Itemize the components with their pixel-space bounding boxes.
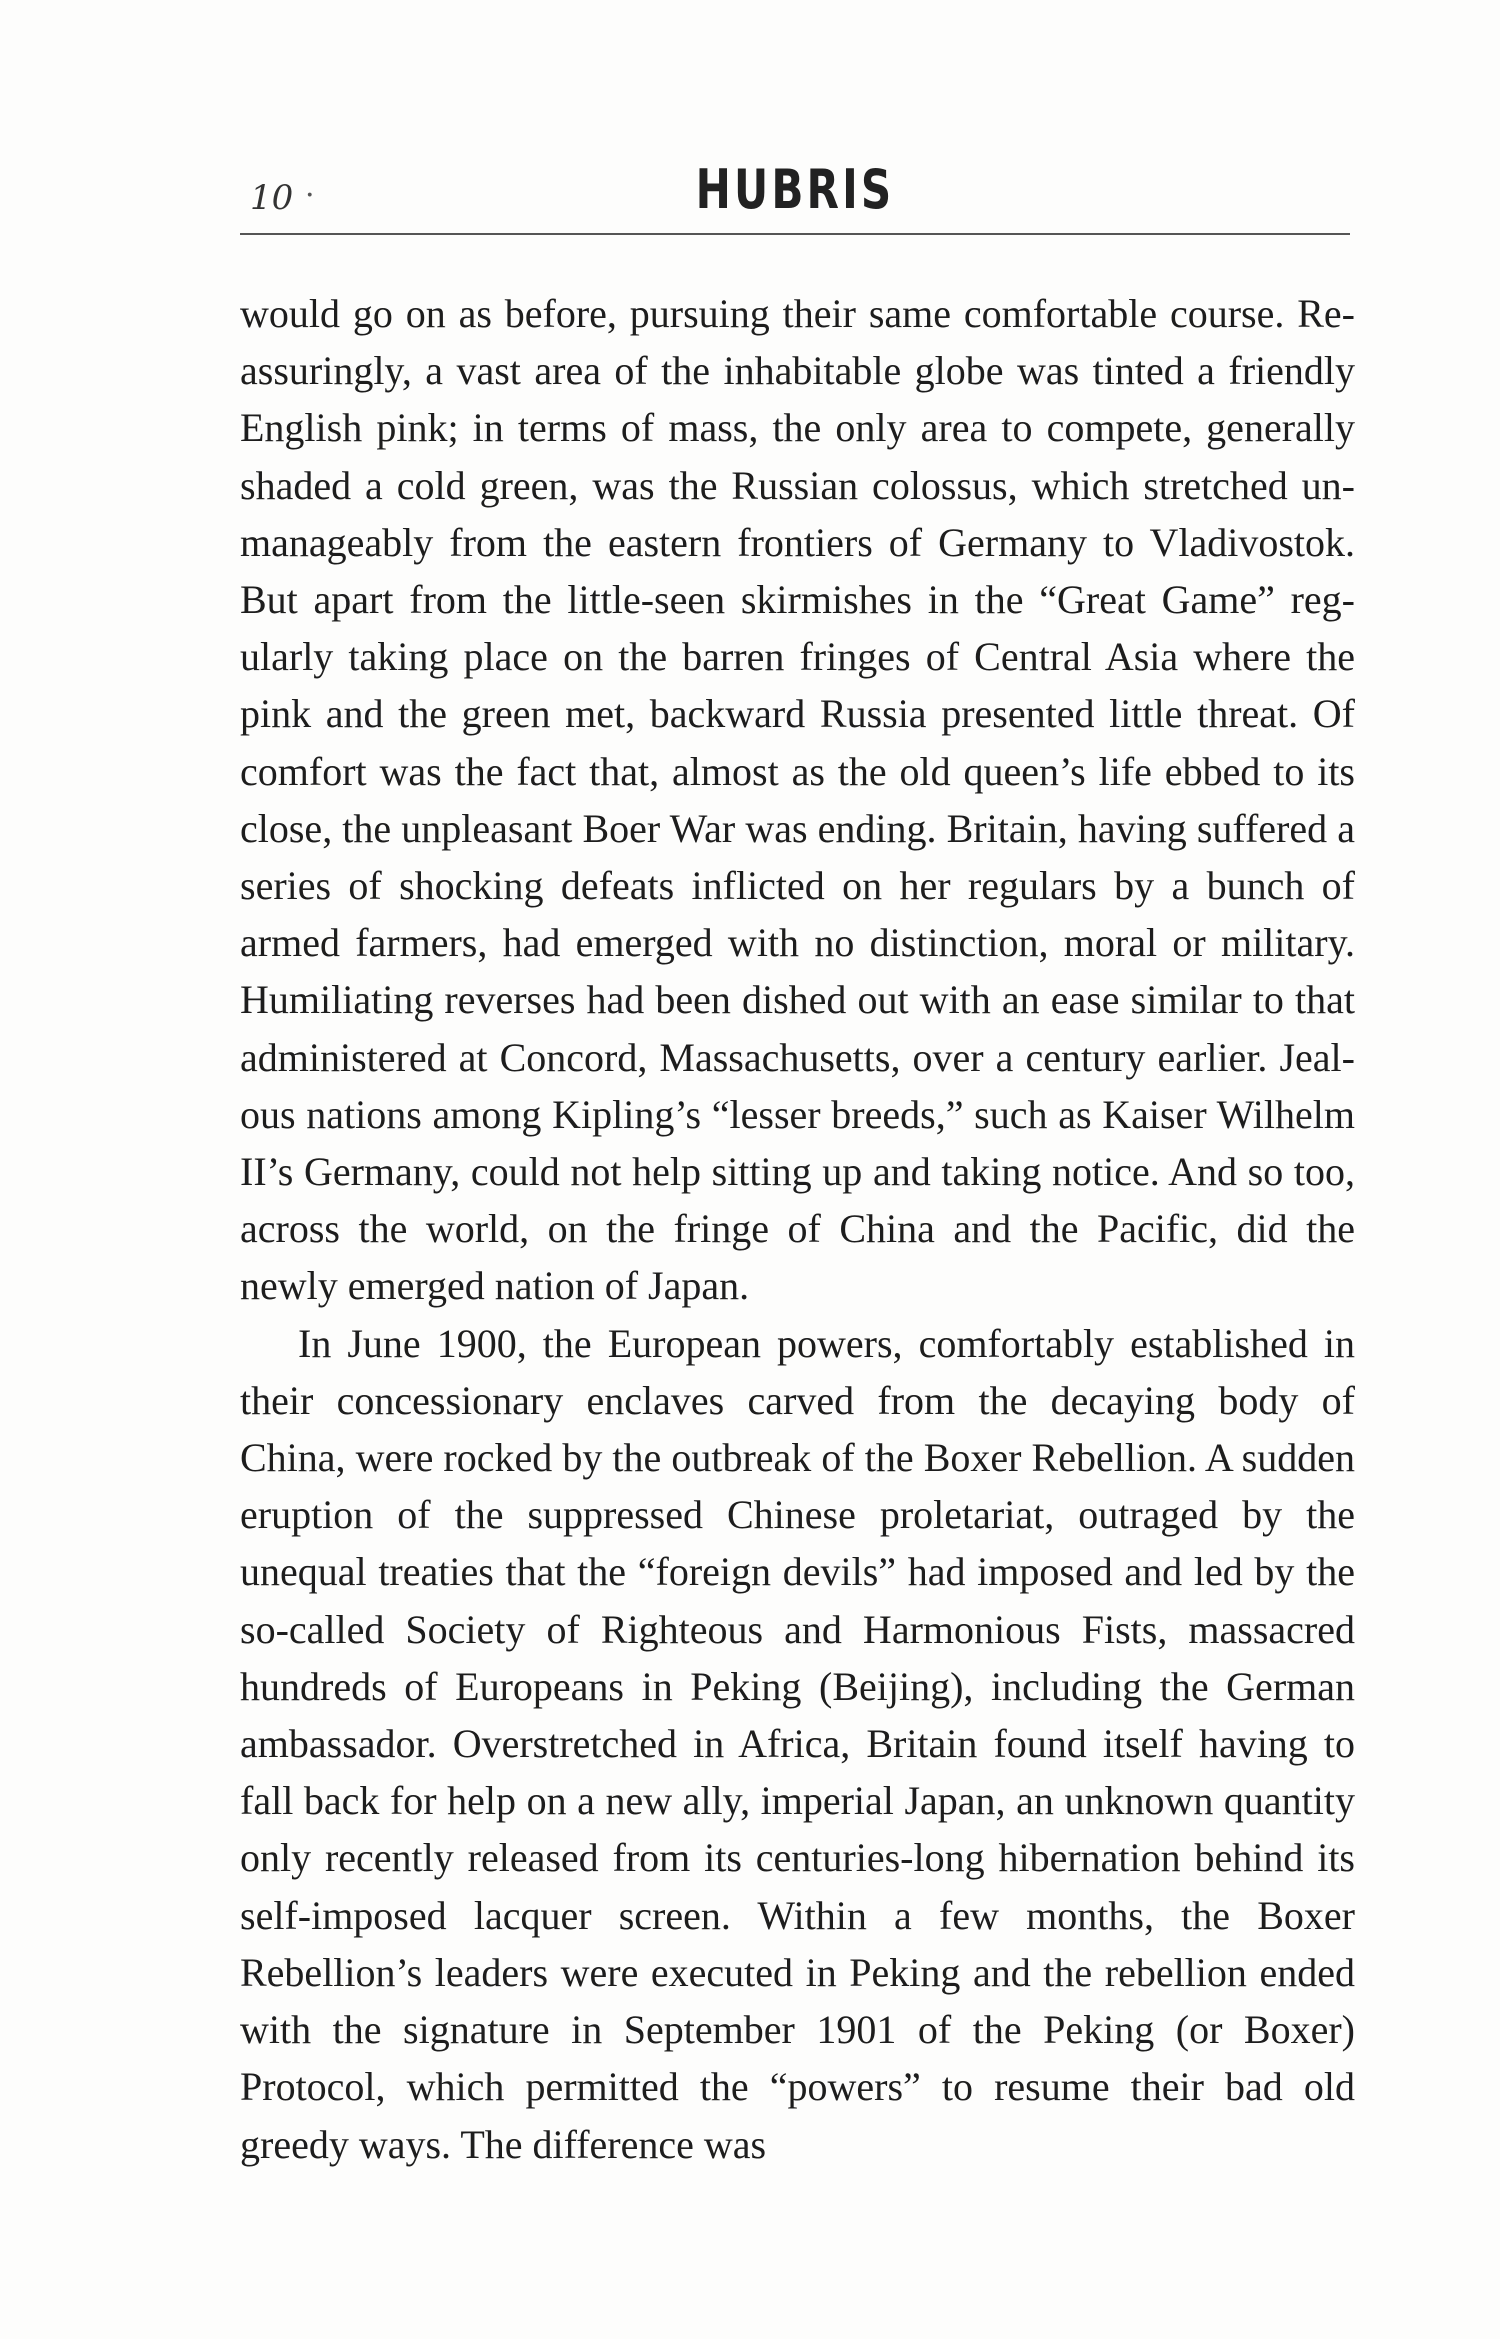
running-head	[240, 150, 1350, 230]
book-title: HUBRIS	[695, 158, 895, 221]
page-number: 10	[250, 178, 294, 218]
paragraph-1: would go on as before, pursuing their same comfortable course. Reassuringly, a vast area of the inhabitable globe was tinted a friendly English pink; in terms of mass, the only area to compete, generally shaded a cold green, was the Russian colossus, which stretched unmanageably from the eastern frontiers of Germany to Vladivostok. But apart from the little-seen skirmishes in the “Great Game” regularly taking place on the barren fringes of Central Asia where the pink and the green met, backward Russia presented little threat. Of comfort was the fact that, almost as the old queen’s life ebbed to its close, the unpleasant Boer War was ending. Britain, having suffered a series of shocking defeats inflicted on her regulars by a bunch of armed farmers, had emerged with no distinction, moral or military. Humiliating reverses had been dished out with an ease similar to that administered at Concord, Massachusetts, over a century earlier. Jealous nations among Kipling’s “lesser breeds,” such as Kaiser Wilhelm II’s Germany, could not help sitting up and taking notice. And so too, across the world, on the fringe of China and the Pacific, did the newly emerged nation of Japan.	[240, 291, 1355, 1309]
body-text	[240, 285, 1355, 2173]
page-number-separator: ·	[305, 178, 315, 213]
header-rule	[240, 233, 1350, 235]
paragraph-2: In June 1900, the European powers, comfortably established in their concessionary enclaves carved from the decaying body of China, were rocked by the outbreak of the Boxer Rebellion. A sudden eruption of the suppressed Chinese proletariat, outraged by the unequal treaties that the “foreign devils” had imposed and led by the so-called Society of Righteous and Harmonious Fists, massacred hundreds of Europeans in Peking (Beijing), including the German ambassador. Overstretched in Africa, Britain found itself having to fall back for help on a new ally, imperial Japan, an unknown quantity only recently released from its centuries-long hibernation behind its self-imposed lacquer screen. Within a few months, the Boxer Rebellion’s leaders were executed in Peking and the rebellion ended with the signature in September 1901 of the Peking (or Boxer) Protocol, which permitted the “powers” to resume their bad old greedy ways. The difference was	[240, 1320, 1355, 2167]
